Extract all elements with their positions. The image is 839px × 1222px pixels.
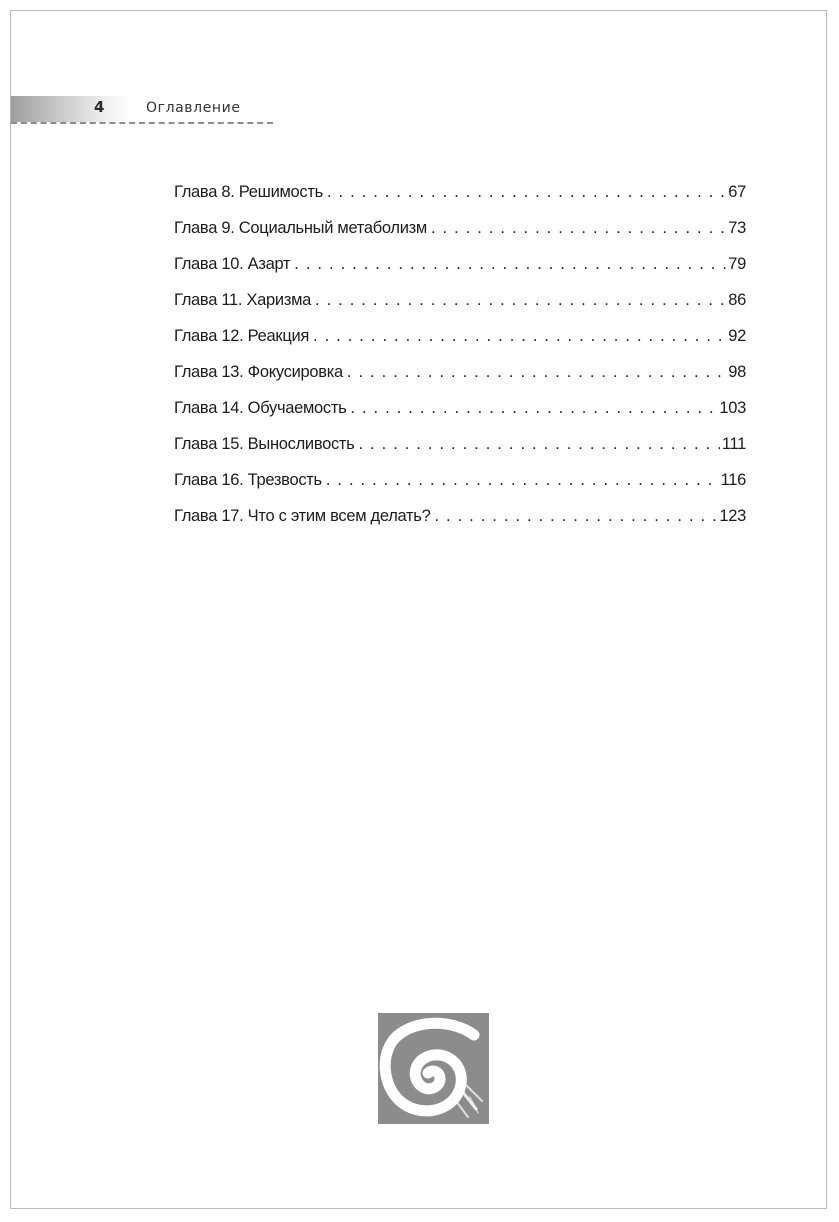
toc-entry-page: 92 [728,327,746,345]
toc-entry-title: Глава 9. Социальный метаболизм [174,219,427,237]
toc-entry-page: 73 [728,219,746,237]
toc-entry-page: 79 [728,255,746,273]
toc-dot-leader [294,255,726,274]
toc-dot-leader [347,363,726,382]
running-head [11,96,273,126]
toc-entry[interactable] [174,255,746,291]
header-gradient-band [11,96,131,122]
toc-dot-leader [431,219,726,238]
toc-entry[interactable] [174,471,746,507]
toc-dot-leader [350,399,717,418]
toc-dot-leader [358,435,719,454]
section-title: Оглавление [146,100,241,116]
toc-entry-page: 98 [728,363,746,381]
toc-entry[interactable] [174,183,746,219]
toc-entry-title: Глава 11. Харизма [174,291,312,309]
toc-entry[interactable] [174,363,746,399]
toc-entry-title: Глава 10. Азарт [174,255,291,273]
toc-entry[interactable] [174,291,746,327]
toc-entry-page: 67 [728,183,746,201]
toc-entry-title: Глава 16. Трезвость [174,471,322,489]
toc-entry[interactable] [174,327,746,363]
toc-entry-page: 111 [721,435,746,453]
toc-entry-page: 123 [719,507,746,525]
toc-dot-leader [315,291,726,310]
toc-entry[interactable] [174,507,746,543]
toc-entry-title: Глава 15. Выносливость [174,435,355,453]
toc-entry-title: Глава 17. Что с этим всем делать? [174,507,431,525]
table-of-contents [174,183,746,543]
toc-entry-page: 86 [728,291,746,309]
toc-dot-leader [327,183,726,202]
toc-entry-title: Глава 8. Решимость [174,183,323,201]
toc-entry-page: 103 [719,399,746,417]
toc-entry-title: Глава 12. Реакция [174,327,310,345]
toc-dot-leader [313,327,726,346]
publisher-logo [378,1013,489,1124]
header-dashed-rule [11,122,273,124]
toc-entry[interactable] [174,399,746,435]
spiral-icon [378,1013,489,1124]
toc-entry[interactable] [174,219,746,255]
toc-dot-leader [326,471,719,490]
toc-entry-title: Глава 14. Обучаемость [174,399,347,417]
toc-entry-title: Глава 13. Фокусировка [174,363,343,381]
toc-entry-page: 116 [720,471,746,489]
toc-dot-leader [434,507,717,526]
page-number: 4 [94,98,105,116]
toc-entry[interactable] [174,435,746,471]
